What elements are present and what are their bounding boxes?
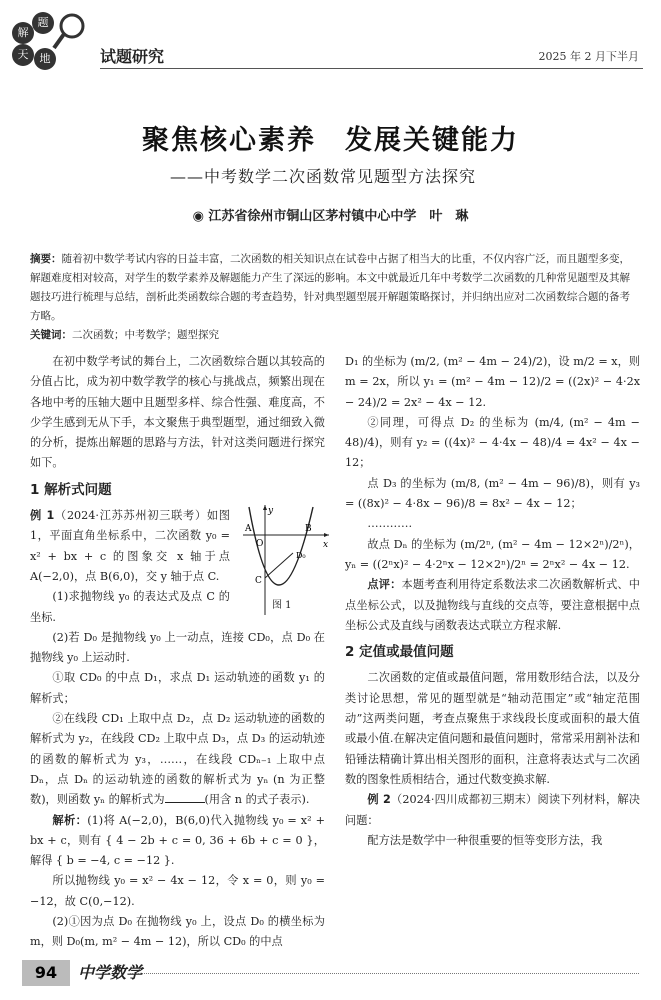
logo-char: 地	[34, 48, 56, 70]
question-1: (1)求抛物线 y₀ 的表达式及点 C 的坐标.	[30, 590, 230, 624]
heading-extremum: 2 定值或最值问题	[345, 644, 454, 661]
solution-part2: 所以抛物线 y₀ = x² − 4x − 12，令 x = 0，则 y₀ = −12，故 C(0,−12).	[30, 874, 325, 908]
column-logo	[8, 8, 88, 68]
segment-CD0	[265, 553, 293, 578]
solution-continued-1: D₁ 的坐标为 (m/2, (m² − 4m − 24)/2)，设 m/2 = x，则 m = 2x，所以 y₁ = (m² − 4m − 12)/2 = ((2x)² − 4·2x − 24)/2 = 2x² − 4x − 12.	[345, 355, 640, 409]
keywords-label: 关键词：	[30, 329, 72, 341]
section2-paragraph-2: 配方法是数学中一种很重要的恒等变形方法，我	[367, 833, 603, 847]
page-number: 94	[22, 960, 70, 986]
comment-text: 本题考查利用待定系数法求二次函数解析式、中点坐标公式，以及抛物线与直线的交点等，要注意根据中点坐标公式及直线与函数表达式联立方程求解.	[345, 578, 640, 632]
article-title: 聚焦核心素养 发展关键能力	[142, 125, 519, 156]
author-line: ◉ 江苏省徐州市铜山区茅村镇中心中学 叶 琳	[192, 209, 469, 224]
logo-char: 天	[12, 44, 34, 66]
keywords-paragraph	[30, 326, 630, 345]
label-O: O	[256, 539, 264, 549]
magazine-name: 中学数学	[78, 963, 143, 982]
solution-continued-4: 故点 Dₙ 的坐标为 (m/2ⁿ, (m² − 4m − 12×2ⁿ)/2ⁿ)，yₙ = ((2ⁿx)² − 4·2ⁿx − 12×2ⁿ)/2ⁿ = 2ⁿx² − 4x − 12.	[345, 537, 640, 571]
solution-text-1: (1)将 A(−2,0)，B(6,0)代入抛物线 y₀ = x² + bx + c，则有 { 4 − 2b + c = 0, 36 + 6b + c = 0 }，解得 { b = −4, c = −12 }.	[30, 813, 325, 868]
article-subtitle: ——中考数学二次函数常见题型方法探究	[170, 167, 477, 186]
question-2: (2)若 D₀ 是抛物线 y₀ 上一动点，连接 CD₀，点 D₀ 在抛物线 y₀ 上运动时.	[30, 630, 325, 665]
question-2-part2-tail: (用含 n 的式子表示).	[204, 793, 310, 807]
question-2-part1: ①取 CD₀ 的中点 D₁，求点 D₁ 运动轨迹的函数 y₁ 的解析式；	[30, 671, 325, 705]
logo-char: 题	[32, 12, 54, 34]
issue-date: 2025 年 2 月下半月	[538, 50, 639, 63]
section2-paragraph: 二次函数的定值或最值问题，常用数形结合法，以及分类讨论思想，常见的题型就是“轴动范围定”或“轴定范围动”这两类问题，考查点聚焦于求线段长度或面积的最大值或最小值.在解决定值问题和最值问题时，常常采用割补法和铅锤法精确计算出相关图形的面积，注意将表达式与二次函数的图象性质相结合，通过代数变换求解.	[345, 671, 640, 786]
solution-continued-3: 点 D₃ 的坐标为 (m/8, (m² − 4m − 96)/8)，则有 y₃ = ((8x)² − 4·8x − 96)/8 = 8x² − 4x − 12；	[345, 476, 640, 511]
example2-text: 阅读下列材料，解决问题：	[345, 793, 640, 827]
example2-label: 例 2	[367, 793, 391, 807]
example2-stem	[345, 790, 640, 831]
ellipsis-line: …………	[367, 517, 413, 531]
heading-analytic-expression: 1 解析式问题	[30, 481, 112, 498]
example1-source: （2024·江苏苏州初三联考）	[54, 509, 207, 523]
header-divider	[100, 68, 643, 69]
example1-text: 如图 1，平面直角坐标系中，二次函数 y₀ = x² + bx + c 的图象交 x 轴于点 A(−2,0)，点 B(6,0)，交 y 轴于点 C.	[30, 509, 230, 583]
section-name: 试题研究	[100, 47, 165, 66]
label-B: B	[305, 524, 312, 534]
logo-char: 解	[12, 22, 34, 44]
abstract-text: 随着初中数学考试内容的日益丰富，二次函数的相关知识点在试卷中占据了相当大的比重，不仅内容广泛，而且题型多变，解题难度相对较高，对学生的数学素养及解题能力产生了深远的影响。本文中就最近几年中考数学二次函数的几种常见题型及其解题技巧进行梳理与总结，剖析此类函数综合题的考查趋势，针对典型题型展开解题策略探讨，并归纳出应对二次函数综合题的备考方略。	[30, 253, 631, 322]
figure-caption: 图 1	[272, 600, 292, 611]
page-header	[0, 0, 661, 70]
solution-part1	[30, 811, 325, 872]
label-A: A	[245, 524, 252, 534]
example2-source: （2024·四川成都初三期末）	[390, 793, 538, 807]
magnifier-icon	[52, 12, 88, 52]
right-column	[345, 352, 640, 851]
solution-part3: (2)①因为点 D₀ 在抛物线 y₀ 上，设点 D₀ 的横坐标为 m，则 D₀(m, m² − 4m − 12)，所以 CD₀ 的中点	[30, 915, 325, 949]
footer-ruler	[130, 973, 639, 974]
comment-label: 点评：	[367, 578, 402, 592]
answer-blank	[165, 792, 205, 803]
label-x: x	[323, 540, 329, 550]
keywords-text: 二次函数；中考数学；题型探究	[72, 329, 219, 341]
solution-label: 解析：	[52, 813, 88, 827]
solution-continued-2: ②同理，可得点 D₂ 的坐标为 (m/4, (m² − 4m − 48)/4)，则有 y₂ = ((4x)² − 4·4x − 48)/4 = 4x² − 4x − 12；	[345, 415, 640, 470]
abstract-label: 摘要：	[30, 253, 62, 265]
abstract-block	[30, 250, 630, 345]
label-y: y	[268, 506, 274, 516]
label-C: C	[255, 576, 262, 586]
label-D0: D₀	[296, 551, 306, 560]
intro-paragraph: 在初中数学考试的舞台上，二次函数综合题以其较高的分值占比，成为初中数学教学的核心与挑战点，频繁出现在各地中考的压轴大题中且题型多样、综合性强、难度高，不少学生感到无从下手，本文聚焦于典型题型，通过细致入微的分析，提炼出解题的思路与方法，针对这类问题进行探究如下。	[30, 355, 325, 470]
left-column	[30, 352, 325, 953]
example1-label: 例 1	[30, 509, 55, 523]
question-2-part2-text: ②在线段 CD₁ 上取中点 D₂，点 D₂ 运动轨迹的函数的解析式为 y₂，在线段 CD₂ 上取中点 D₃，点 D₃ 的运动轨迹的函数的解析式为 y₃，……，在线段 CDₙ₋₁ 上取中点 Dₙ，点 Dₙ 的运动轨迹的函数的解析式为 yₙ (n 为正整数)，则函数 yₙ 的解析式为	[30, 712, 325, 807]
abstract-paragraph	[30, 250, 630, 326]
question-2-part2	[30, 709, 325, 810]
comment-paragraph	[345, 575, 640, 636]
